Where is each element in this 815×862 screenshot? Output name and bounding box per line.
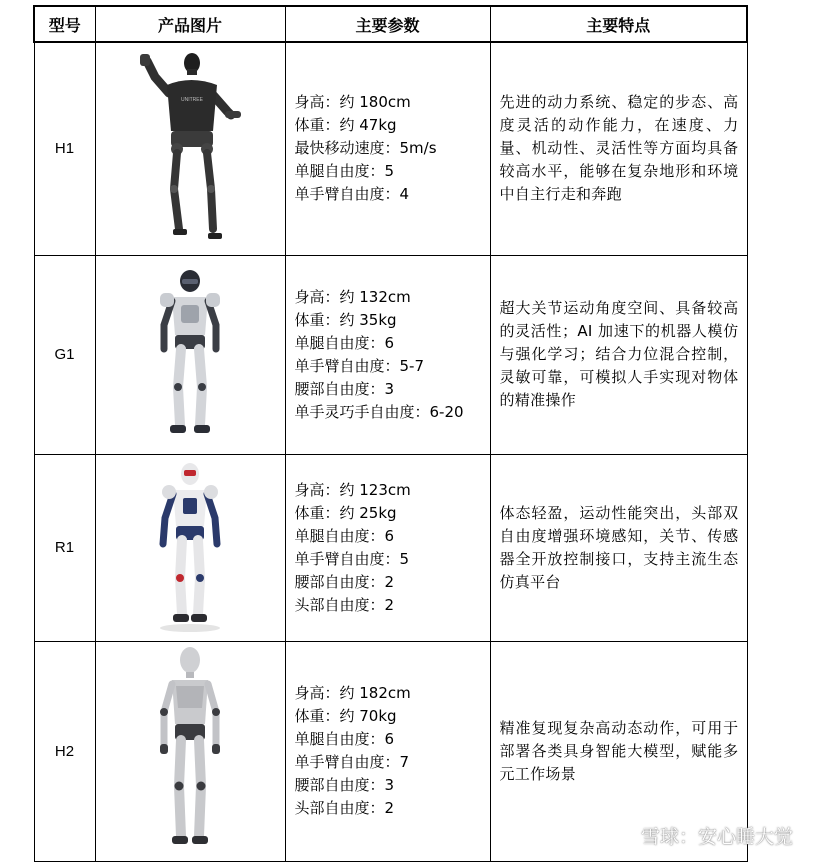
humanoid-robot-g1-icon — [150, 269, 230, 441]
watermark — [605, 822, 793, 849]
param-line: 单手臂自由度：4 — [294, 185, 410, 204]
table-row — [34, 454, 747, 641]
model-cell: G1 — [34, 255, 95, 454]
product-image-cell — [95, 255, 285, 454]
robot-logo-text: UNITREE — [181, 96, 203, 103]
param-line: 单手臂自由度：7 — [294, 753, 410, 771]
model-cell: H1 — [34, 42, 95, 255]
header-model: 型号 — [34, 6, 95, 42]
params-cell — [285, 641, 490, 861]
table-header-row — [34, 6, 747, 42]
param-line: 单手臂自由度：5-7 — [294, 356, 425, 375]
params-cell — [285, 42, 490, 255]
param-line: 腰部自由度：3 — [294, 776, 395, 794]
product-image-cell — [95, 454, 285, 641]
humanoid-robot-h1-icon — [125, 49, 255, 249]
param-line: 头部自由度：2 — [294, 799, 395, 817]
table-row — [34, 255, 747, 454]
param-line: 单腿自由度：6 — [294, 526, 395, 545]
model-cell: R1 — [34, 454, 95, 641]
param-line: 体重：约 35kg — [294, 310, 397, 329]
param-line: 身高：约 180cm — [294, 93, 411, 112]
params-cell — [285, 454, 490, 641]
param-line: 身高：约 132cm — [294, 287, 411, 306]
features-cell: 先进的动力系统、稳定的步态、高度灵活的动作能力，在速度、力量、机动性、灵活性等方面均具备较高水平，能够在复杂地形和环境中自主行走和奔跑 — [490, 42, 747, 255]
product-image-cell — [95, 641, 285, 861]
watermark-text: 雪球：安心睡大觉 — [640, 826, 793, 848]
header-image: 产品图片 — [95, 6, 285, 42]
param-line: 腰部自由度：3 — [294, 379, 395, 398]
param-line: 体重：约 47kg — [294, 116, 397, 135]
humanoid-robot-r1-icon — [151, 462, 229, 634]
model-cell: H2 — [34, 641, 95, 861]
product-image-cell — [95, 42, 285, 255]
param-line: 体重：约 25kg — [294, 503, 397, 522]
param-line: 单手臂自由度：5 — [294, 549, 410, 568]
features-cell: 精准复现复杂高动态动作，可用于部署各类具身智能大模型，赋能多元工作场景 — [490, 641, 747, 861]
param-line: 头部自由度：2 — [294, 595, 395, 614]
table-row — [34, 42, 747, 255]
param-line: 单腿自由度：6 — [294, 333, 395, 352]
param-line: 腰部自由度：2 — [294, 572, 395, 591]
header-features: 主要特点 — [490, 6, 747, 42]
param-line: 单腿自由度：5 — [294, 162, 395, 181]
features-cell: 体态轻盈，运动性能突出，头部双自由度增强环境感知，关节、传感器全开放控制接口，支持主流生态仿真平台 — [490, 454, 747, 641]
param-line: 单腿自由度：6 — [294, 730, 395, 748]
robot-spec-table — [33, 5, 748, 862]
param-line: 单手灵巧手自由度：6-20 — [294, 402, 464, 421]
params-cell — [285, 255, 490, 454]
param-line: 最快移动速度：5m/s — [294, 139, 437, 158]
humanoid-robot-h2-icon — [150, 646, 230, 856]
param-line: 身高：约 123cm — [294, 480, 411, 499]
features-cell: 超大关节运动角度空间、具备较高的灵活性；AI 加速下的机器人模仿与强化学习；结合力位混合控制，灵敏可靠，可模拟人手实现对物体的精准操作 — [490, 255, 747, 454]
snowball-logo-icon — [605, 825, 635, 847]
param-line: 体重：约 70kg — [294, 707, 397, 725]
header-params: 主要参数 — [285, 6, 490, 42]
param-line: 身高：约 182cm — [294, 684, 411, 702]
